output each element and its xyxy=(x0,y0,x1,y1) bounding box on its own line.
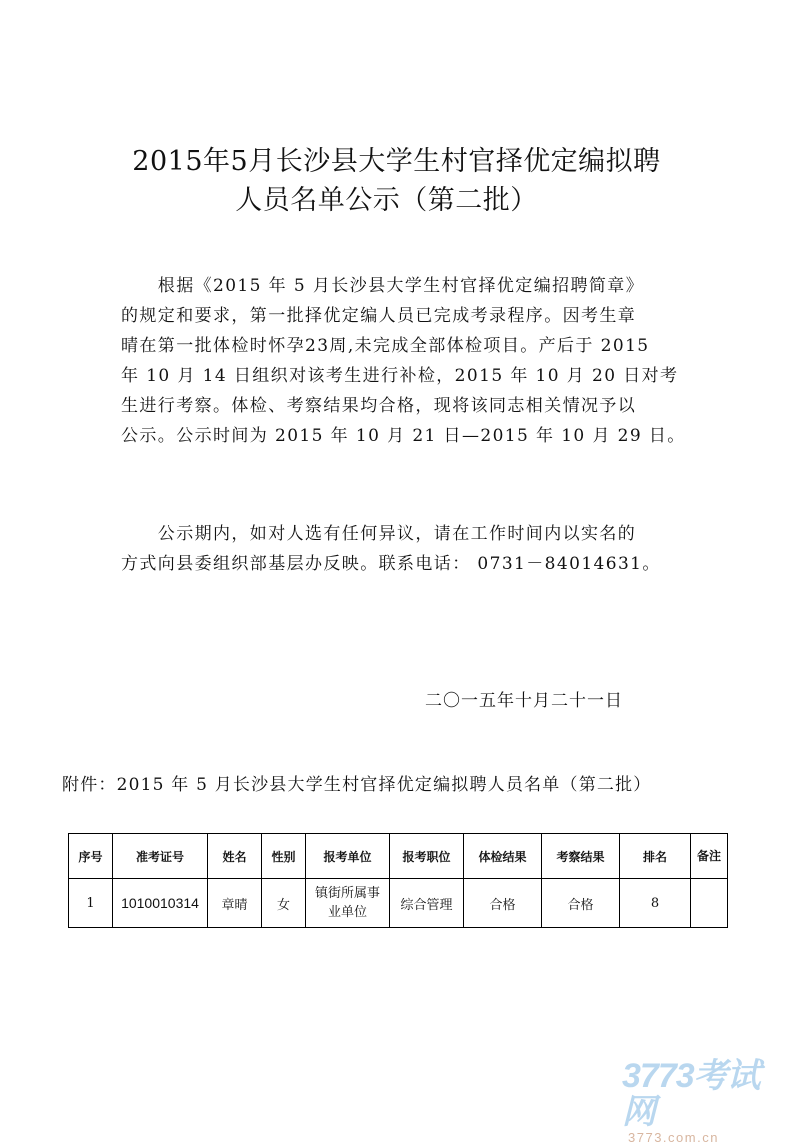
cell-position: 综合管理 xyxy=(390,879,464,928)
paragraph-line: 公示。公示时间为 2015 年 10 月 21 日—2015 年 10 月 29 日。 xyxy=(121,426,686,446)
header-cell: 准考证号 xyxy=(113,834,208,879)
document-title-line2: 人员名单公示（第二批） xyxy=(235,185,538,216)
paragraph-line: 生进行考察。体检、考察结果均合格，现将该同志相关情况予以 xyxy=(121,396,637,416)
cell-unit-line1: 镇街所属事 xyxy=(314,886,380,901)
header-cell: 备注 xyxy=(691,834,728,879)
paragraph-line: 方式向县委组织部基层办反映。联系电话： 0731－84014631。 xyxy=(121,554,661,574)
cell-medical: 合格 xyxy=(464,879,542,928)
site-watermark xyxy=(622,1058,782,1145)
header-cell: 体检结果 xyxy=(464,834,542,879)
attachment-caption: 附件：2015 年 5 月长沙县大学生村官择优定编拟聘人员名单（第二批） xyxy=(62,775,652,795)
cell-exam-id: 1010010314 xyxy=(113,879,208,928)
header-cell: 报考单位 xyxy=(306,834,390,879)
header-cell: 报考职位 xyxy=(390,834,464,879)
table-header-row xyxy=(69,834,728,879)
cell-gender: 女 xyxy=(262,879,306,928)
cell-rank: 8 xyxy=(620,879,691,928)
paragraph-line: 的规定和要求，第一批择优定编人员已完成考录程序。因考生章 xyxy=(121,306,637,326)
candidate-table xyxy=(68,833,728,928)
header-cell: 序号 xyxy=(69,834,113,879)
issue-date: 二〇一五年十月二十一日 xyxy=(425,691,623,711)
notice-paragraph-1 xyxy=(121,271,686,451)
paragraph-line: 根据《2015 年 5 月长沙县大学生村官择优定编招聘简章》 xyxy=(121,276,645,296)
watermark-logo: 3773考试网 xyxy=(622,1057,760,1131)
table-row xyxy=(69,879,728,928)
watermark-url: 3773.com.cn xyxy=(628,1130,719,1145)
cell-remark xyxy=(691,879,728,928)
cell-unit-line2: 业单位 xyxy=(327,905,367,920)
header-cell: 性别 xyxy=(262,834,306,879)
cell-no: 1 xyxy=(69,879,113,928)
paragraph-line: 晴在第一批体检时怀孕23周,未完成全部体检项目。产后于 2015 xyxy=(121,336,650,356)
paragraph-line: 年 10 月 14 日组织对该考生进行补检，2015 年 10 月 20 日对考 xyxy=(121,366,679,386)
header-cell: 考察结果 xyxy=(542,834,620,879)
header-cell: 姓名 xyxy=(208,834,262,879)
cell-name: 章晴 xyxy=(208,879,262,928)
paragraph-line: 公示期内，如对人选有任何异议，请在工作时间内以实名的 xyxy=(121,524,637,544)
document-title-line1: 2015年5月长沙县大学生村官择优定编拟聘 xyxy=(132,146,661,177)
cell-unit xyxy=(306,879,390,928)
cell-inspection: 合格 xyxy=(542,879,620,928)
notice-paragraph-2 xyxy=(121,519,676,579)
header-cell: 排名 xyxy=(620,834,691,879)
